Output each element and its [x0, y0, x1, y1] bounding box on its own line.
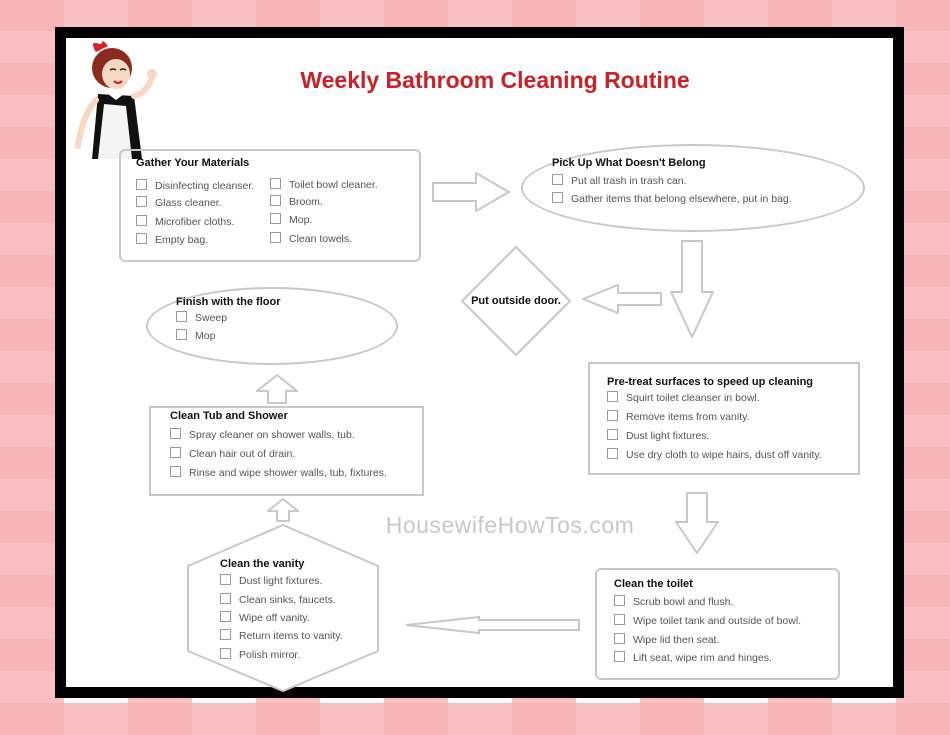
- arrow-down-icon: [670, 240, 714, 338]
- list-item[interactable]: Wipe lid then seat.: [614, 633, 719, 647]
- checkbox[interactable]: [220, 648, 231, 659]
- tub-title: Clean Tub and Shower: [170, 410, 288, 422]
- checkbox[interactable]: [136, 196, 147, 207]
- checkbox[interactable]: [170, 447, 181, 458]
- checkbox[interactable]: [176, 311, 187, 322]
- checkbox[interactable]: [552, 192, 563, 203]
- checkbox[interactable]: [552, 174, 563, 185]
- checkbox[interactable]: [270, 178, 281, 189]
- arrow-up-icon: [267, 498, 299, 522]
- checkbox[interactable]: [176, 329, 187, 340]
- list-item[interactable]: Spray cleaner on shower walls, tub.: [170, 428, 355, 442]
- list-item[interactable]: Clean sinks, faucets.: [220, 593, 336, 607]
- arrow-left-icon: [405, 612, 580, 638]
- checkbox[interactable]: [220, 593, 231, 604]
- list-item[interactable]: Wipe off vanity.: [220, 611, 310, 625]
- list-item[interactable]: Lift seat, wipe rim and hinges.: [614, 651, 772, 665]
- outside-door-diamond: [460, 245, 572, 357]
- list-item[interactable]: Dust light fixtures.: [607, 429, 709, 443]
- page-title: Weekly Bathroom Cleaning Routine: [300, 67, 690, 93]
- list-item[interactable]: Polish mirror.: [220, 648, 300, 662]
- floor-title: Finish with the floor: [176, 296, 281, 308]
- checkbox[interactable]: [614, 633, 625, 644]
- list-item[interactable]: Dust light fixtures.: [220, 574, 322, 588]
- vanity-box: [187, 524, 379, 692]
- checkbox[interactable]: [607, 410, 618, 421]
- outside-door-label: Put outside door.: [471, 295, 561, 307]
- toilet-box: [595, 568, 840, 680]
- checkbox[interactable]: [220, 611, 231, 622]
- list-item[interactable]: Remove items from vanity.: [607, 410, 750, 424]
- checkbox[interactable]: [136, 233, 147, 244]
- list-item[interactable]: Wipe toilet tank and outside of bowl.: [614, 614, 801, 628]
- pretreat-box: [588, 362, 860, 475]
- checkbox[interactable]: [614, 651, 625, 662]
- arrow-right-icon: [432, 172, 510, 212]
- housewife-pinup-icon: [70, 34, 165, 159]
- checkbox[interactable]: [607, 429, 618, 440]
- list-item[interactable]: Use dry cloth to wipe hairs, dust off vanity.: [607, 448, 822, 462]
- list-item[interactable]: Squirt toilet cleanser in bowl.: [607, 391, 760, 405]
- floor-box: [146, 287, 398, 365]
- list-item[interactable]: Put all trash in trash can.: [552, 174, 687, 188]
- checkbox[interactable]: [170, 428, 181, 439]
- list-item[interactable]: Gather items that belong elsewhere, put in bag.: [552, 192, 792, 206]
- pickup-title: Pick Up What Doesn't Belong: [552, 157, 706, 169]
- list-item[interactable]: Clean towels.: [270, 232, 352, 246]
- list-item[interactable]: Scrub bowl and flush.: [614, 595, 733, 609]
- arrow-up-icon: [256, 374, 298, 404]
- checkbox[interactable]: [614, 614, 625, 625]
- pickup-box: [521, 144, 865, 232]
- list-item[interactable]: Rinse and wipe shower walls, tub, fixtures.: [170, 466, 387, 480]
- list-item[interactable]: Mop.: [270, 213, 312, 227]
- list-item[interactable]: Microfiber cloths.: [136, 215, 234, 229]
- checkbox[interactable]: [270, 213, 281, 224]
- list-item[interactable]: Broom.: [270, 195, 323, 209]
- checkbox[interactable]: [614, 595, 625, 606]
- list-item[interactable]: Toilet bowl cleaner.: [270, 178, 378, 192]
- gather-materials-title: Gather Your Materials: [136, 157, 250, 169]
- arrow-left-icon: [582, 284, 662, 314]
- list-item[interactable]: Mop: [176, 329, 215, 343]
- list-item[interactable]: Sweep: [176, 311, 227, 325]
- tub-box: [149, 406, 424, 496]
- pretreat-title: Pre-treat surfaces to speed up cleaning: [607, 376, 814, 388]
- checkbox[interactable]: [270, 232, 281, 243]
- vanity-title: Clean the vanity: [220, 558, 305, 570]
- list-item[interactable]: Return items to vanity.: [220, 629, 343, 643]
- gather-materials-box: [119, 149, 421, 262]
- list-item[interactable]: Glass cleaner.: [136, 196, 222, 210]
- checkbox[interactable]: [136, 179, 147, 190]
- toilet-title: Clean the toilet: [614, 578, 693, 590]
- checkbox[interactable]: [607, 448, 618, 459]
- checkbox[interactable]: [270, 195, 281, 206]
- checkbox[interactable]: [136, 215, 147, 226]
- checkbox[interactable]: [170, 466, 181, 477]
- checkbox[interactable]: [220, 629, 231, 640]
- watermark-text: HousewifeHowTos.com: [385, 512, 635, 538]
- list-item[interactable]: Disinfecting cleanser.: [136, 179, 254, 193]
- checkbox[interactable]: [607, 391, 618, 402]
- list-item[interactable]: Empty bag.: [136, 233, 208, 247]
- checkbox[interactable]: [220, 574, 231, 585]
- list-item[interactable]: Clean hair out of drain.: [170, 447, 295, 461]
- arrow-down-icon: [675, 492, 719, 554]
